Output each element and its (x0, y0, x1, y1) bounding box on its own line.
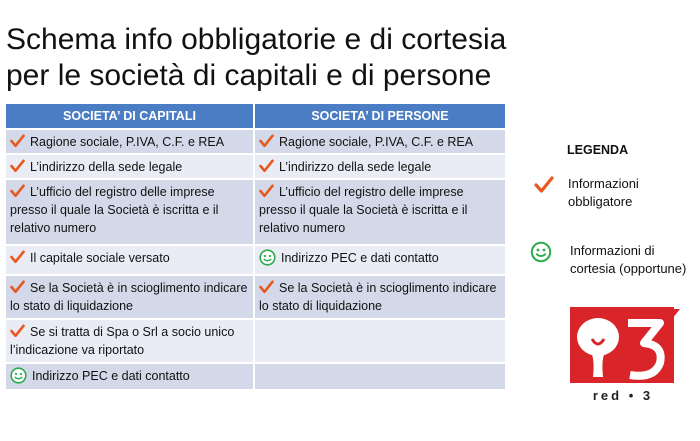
cell-persone (254, 275, 505, 319)
cell-text: Se la Società è in scioglimento indicare lo stato di liquidazione (10, 281, 248, 313)
comparison-table (6, 104, 505, 389)
cell-text: L’ufficio del registro delle imprese presso il quale la Società è iscritta e il relativo numero (259, 185, 468, 235)
cell-text: L’indirizzo della sede legale (30, 160, 183, 174)
page-title (6, 22, 626, 94)
table-row (6, 319, 505, 363)
cell-persone (254, 129, 505, 154)
table-body (6, 129, 505, 389)
cell-capitali (6, 363, 254, 389)
logo-text: red • 3 (592, 388, 654, 403)
cell-persone (254, 319, 505, 363)
check-icon (259, 159, 274, 173)
table-row (6, 245, 505, 275)
cell-text: Indirizzo PEC e dati contatto (32, 369, 190, 383)
legend-mandatory-label: Informazioni obbligatore (568, 176, 639, 209)
cell-capitali (6, 245, 254, 275)
cell-persone (254, 154, 505, 179)
title-line-1: Schema info obbligatorie e di cortesia (6, 23, 507, 56)
check-icon (10, 250, 25, 264)
check-icon (10, 324, 25, 338)
check-icon (259, 134, 274, 148)
cell-text: Il capitale sociale versato (30, 251, 170, 265)
table-row (6, 363, 505, 389)
cell-capitali (6, 129, 254, 154)
table-header-row (6, 104, 505, 129)
table-row (6, 275, 505, 319)
check-icon (10, 184, 25, 198)
table-row (6, 154, 505, 179)
check-icon (10, 280, 25, 294)
cell-text: Se si tratta di Spa o Srl a socio unico l’indicazione va riportato (10, 325, 235, 357)
check-icon (259, 280, 274, 294)
cell-text: L’indirizzo della sede legale (279, 160, 432, 174)
cell-text: Ragione sociale, P.IVA, C.F. e REA (279, 135, 474, 149)
cell-persone (254, 179, 505, 245)
cell-persone (254, 363, 505, 389)
smiley-icon (530, 241, 552, 263)
check-icon (259, 184, 274, 198)
legend-title: LEGENDA (567, 143, 629, 157)
table-row (6, 179, 505, 245)
header-capitali: SOCIETA’ DI CAPITALI (6, 104, 254, 129)
smiley-icon (259, 249, 276, 266)
header-persone: SOCIETA’ DI PERSONE (254, 104, 505, 129)
table-row (6, 129, 505, 154)
cell-capitali (6, 319, 254, 363)
title-line-2: per le società di capitali e di persone (6, 59, 492, 92)
cell-text: Ragione sociale, P.IVA, C.F. e REA (30, 135, 225, 149)
cell-text: L’ufficio del registro delle imprese presso il quale la Società è iscritta e il relativo numero (10, 185, 219, 235)
check-icon (10, 134, 25, 148)
smiley-icon (10, 367, 27, 384)
cell-capitali (6, 154, 254, 179)
legend-courtesy-label: Informazioni di cortesia (opportune) (570, 243, 687, 276)
check-icon (10, 159, 25, 173)
check-icon (534, 176, 554, 194)
cell-text: Indirizzo PEC e dati contatto (281, 251, 439, 265)
cell-capitali (6, 275, 254, 319)
cell-capitali (6, 179, 254, 245)
cell-persone (254, 245, 505, 275)
red3-logo (568, 305, 683, 405)
cell-text: Se la Società è in scioglimento indicare lo stato di liquidazione (259, 281, 497, 313)
